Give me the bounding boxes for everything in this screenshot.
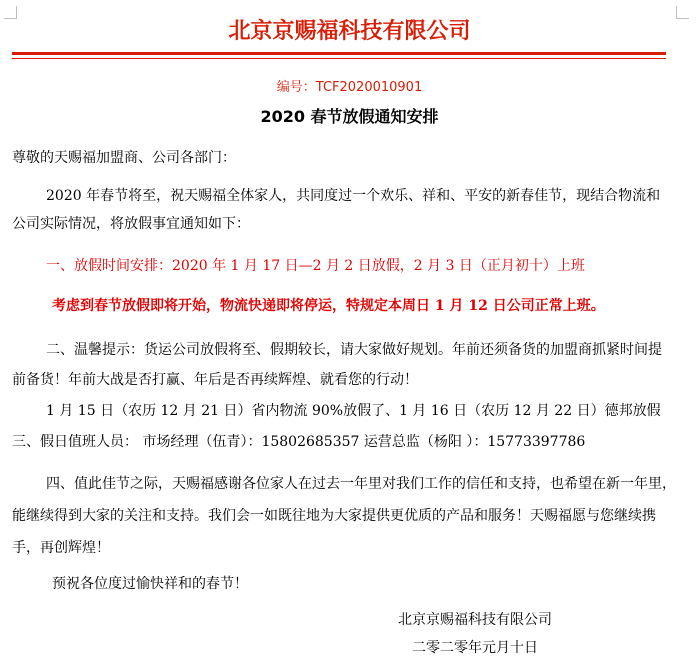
salutation: 尊敬的天赐福加盟商、公司各部门： [12,150,236,166]
section-2-line-2: 前备货！年前大战是否打赢、年后是否再续辉煌、就看您的行动！ [12,372,418,388]
intro-line-2: 公司实际情况，将放假事宜通知如下： [12,216,250,232]
section-1-holiday-schedule: 一、放假时间安排：2020 年 1 月 17 日—2 月 2 日放假，2 月 3 日（正月初十）上班 [46,258,585,274]
letterhead-thin-rule [12,58,666,59]
section-4-line-2: 能继续得到大家的关注和支持。我们会一如既往地为大家提供更优质的产品和服务！天赐福愿与您继续携 [12,508,656,524]
letterhead-thick-rule [12,52,666,55]
signature-date: 二零二零年元月十日 [412,640,538,656]
section-3-duty-staff: 三、假日值班人员： 市场经理（伍青）：15802685357 运营总监（杨阳 ）：15773397786 [12,434,586,450]
section-1-workday-note: 考虑到春节放假即将开始，物流快递即将停运，特规定本周日 1 月 12 日公司正常上班。 [52,298,605,314]
section-4-line-3: 手，再创辉煌！ [12,540,110,556]
document-number: 编号：TCF2020010901 [276,80,423,95]
section-2-line-1: 二、温馨提示：货运公司放假将至、假期较长，请大家做好规划。年前还须备货的加盟商抓紧时间提 [46,342,662,358]
company-letterhead: 北京京赐福科技有限公司 [228,19,471,44]
section-4-line-1: 四、值此佳节之际，天赐福感谢各位家人在过去一年里对我们工作的信任和支持，也希望在新一年里， [46,476,676,492]
document-title: 2020 春节放假通知安排 [260,107,439,126]
closing-greeting: 预祝各位度过愉快祥和的春节！ [52,576,248,592]
logistics-note: 1 月 15 日（农历 12 月 21 日）省内物流 90%放假了、1 月 16 日（农历 12 月 22 日）德邦放假 [46,403,661,419]
intro-line-1: 2020 年春节将至，祝天赐福全体家人，共同度过一个欢乐、祥和、平安的新春佳节，现结合物流和 [46,188,661,204]
signature-company: 北京京赐福科技有限公司 [398,612,552,628]
